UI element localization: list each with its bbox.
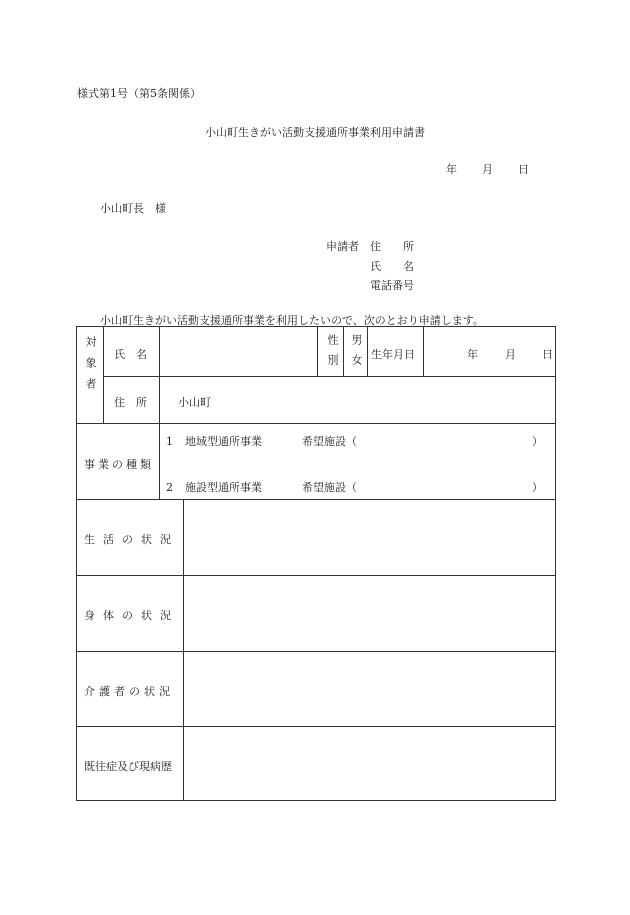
service-option-label: 地域型通所事業 — [185, 435, 262, 448]
col-divider-sex-options — [367, 327, 368, 376]
facility-input-2[interactable] — [363, 479, 531, 493]
service-option-label: 施設型通所事業 — [185, 481, 262, 494]
applicant-address-label: 住 所 — [370, 240, 414, 253]
applicant-phone-label: 電話番号 — [370, 279, 414, 292]
service-option-2[interactable] — [166, 479, 262, 495]
col-divider-name-value — [317, 327, 318, 376]
facility-input-1[interactable] — [363, 433, 531, 447]
service-option-number: 2 — [166, 481, 173, 494]
service-option-1[interactable] — [166, 433, 262, 449]
row-divider-subject — [77, 423, 556, 424]
facility-label-2: 希望施設（ — [302, 481, 357, 494]
caregiver-status-field[interactable] — [184, 652, 556, 726]
physical-status-label: 身体の状況 — [84, 609, 179, 622]
applicant-block — [326, 237, 414, 296]
applicant-label: 申請者 — [326, 240, 359, 253]
form-number: 様式第1号（第5条関係） — [77, 87, 201, 100]
living-status-label: 生活の状況 — [84, 533, 179, 546]
medical-history-field[interactable] — [184, 727, 556, 801]
col-divider-sex-label — [343, 327, 344, 376]
living-status-field[interactable] — [184, 500, 556, 575]
facility-label-1: 希望施設（ — [302, 435, 357, 448]
subject-label: 対象者 — [84, 336, 97, 399]
dob-year-label: 年 — [467, 348, 478, 361]
date-month-label: 月 — [482, 163, 493, 176]
name-input[interactable] — [159, 328, 317, 375]
facility-close-2: ） — [532, 481, 543, 494]
dob-day-label: 日 — [542, 348, 553, 361]
date-year-label: 年 — [446, 163, 457, 176]
dob-label: 生年月日 — [371, 348, 415, 361]
name-label: 氏 名 — [114, 348, 147, 361]
address-label: 住 所 — [114, 396, 147, 409]
sex-label: 性別 — [326, 334, 339, 374]
row-divider-name — [103, 376, 556, 377]
applicant-name-label: 氏 名 — [370, 259, 414, 273]
address-value[interactable]: 小山町 — [178, 396, 211, 409]
medical-history-label: 既往症及び現病歴 — [84, 760, 172, 773]
col-divider-subject — [103, 327, 104, 423]
intro-text: 小山町生きがい活動支援通所事業を利用したいので、次のとおり申請します。 — [100, 314, 484, 327]
date-day-label: 日 — [518, 163, 529, 176]
physical-status-field[interactable] — [184, 576, 556, 651]
dob-month-label: 月 — [505, 348, 516, 361]
facility-close-1: ） — [532, 435, 543, 448]
col-divider-dob-label — [423, 327, 424, 376]
document-title: 小山町生きがい活動支援通所事業利用申請書 — [205, 126, 425, 139]
service-option-number: 1 — [166, 435, 173, 448]
sex-options[interactable]: 男女 — [350, 334, 363, 374]
application-table — [76, 326, 556, 801]
application-date — [446, 161, 529, 177]
col-divider-service — [159, 423, 160, 499]
service-type-label: 事業の種類 — [84, 458, 154, 471]
addressee: 小山町長 様 — [100, 202, 166, 215]
caregiver-status-label: 介護者の状況 — [84, 685, 174, 698]
